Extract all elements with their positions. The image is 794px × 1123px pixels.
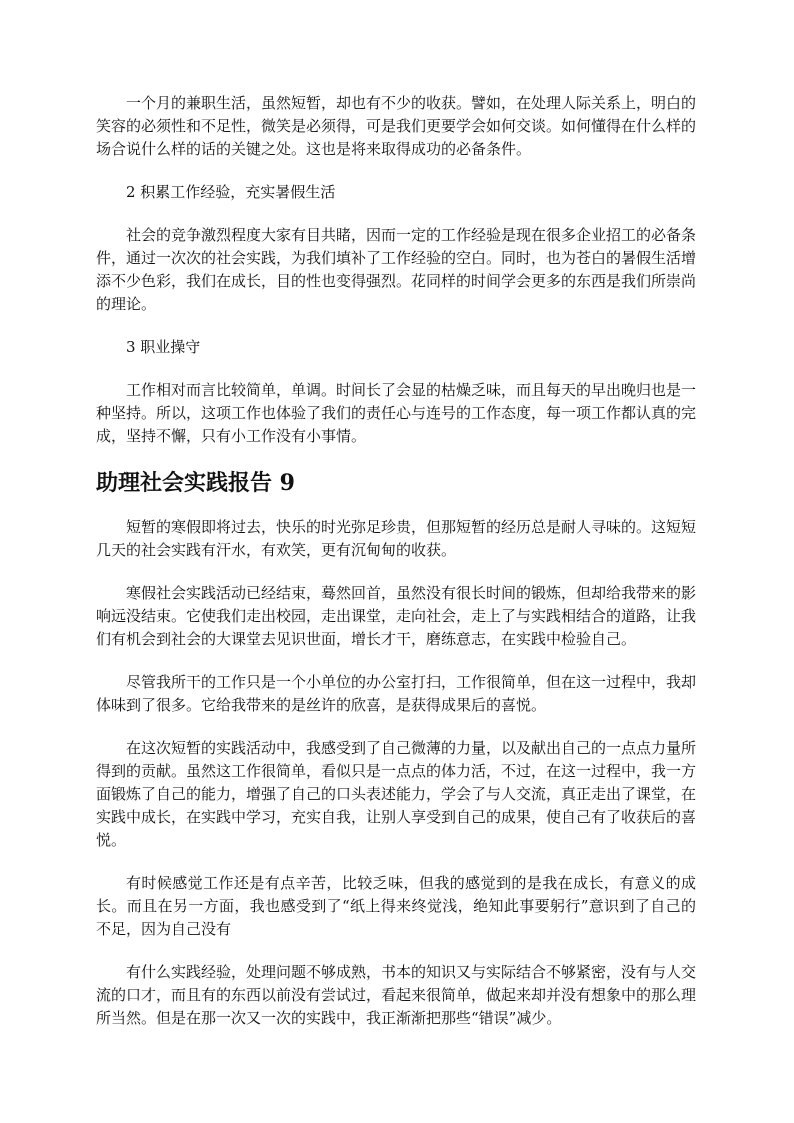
- paragraph-lack-of-experience: 有什么实践经验，处理问题不够成熟，书本的知识又与实际结合不够紧密，没有与人交流的口才，而且有的东西以前没有尝试过，看起来很简单，做起来却并没有想象中的那么理所当然。但是在那一次又一次的实践中，我正渐渐把那些“错误”减少。: [96, 963, 697, 1027]
- paragraph-practice-ended: 寒假社会实践活动已经结束，蓦然回首，虽然没有很长时间的锻炼，但却给我带来的影响远没结束。它使我们走出校园，走出课堂，走向社会，走上了与实践相结合的道路，让我们有机会到社会的大课堂去见识世面，增长才干，磨练意志，在实践中检验自己。: [96, 584, 697, 648]
- paragraph-work-attitude: 工作相对而言比较简单，单调。时间长了会显的枯燥乏味，而且每天的早出晚归也是一种坚持。所以，这项工作也体验了我们的责任心与连号的工作态度，每一项工作都认真的完成，坚持不懈，只有小工作没有小事情。: [96, 381, 697, 445]
- subheading-work-experience: 2 积累工作经验，充实暑假生活: [126, 183, 336, 201]
- paragraph-office-cleaning: 尽管我所干的工作只是一个小单位的办公室打扫，工作很简单，但在这一过程中，我却体味到了很多。它给我带来的是丝许的欣喜，是获得成果后的喜悦。: [96, 673, 697, 714]
- paragraph-own-strength: 在这次短暂的实践活动中，我感受到了自己微薄的力量，以及献出自己的一点点力量所得到的贡献。虽然这工作很简单，看似只是一点点的体力活，不过，在这一过程中，我一方面锻炼了自己的能力，增强了自己的口头表述能力，学会了与人交流，真正走出了课堂，在实践中成长，在实践中学习，充实自我，让别人享受到自己的成果，使自己有了收获后的喜悦。: [96, 739, 697, 849]
- section-title-report-9: 助理社会实践报告 9: [96, 470, 295, 496]
- document-page: [96, 92, 696, 1050]
- subheading-professional-ethics: 3 职业操守: [126, 338, 201, 356]
- paragraph-growth: 有时候感觉工作还是有点辛苦，比较乏味，但我的感觉到的是我在成长，有意义的成长。而且在另一方面，我也感受到了“纸上得来终觉浅，绝知此事要躬行”意识到了自己的不足，因为自己没有: [96, 874, 696, 938]
- paragraph-competition: 社会的竞争激烈程度大家有目共睹，因而一定的工作经验是现在很多企业招工的必备条件，通过一次次的社会实践，为我们填补了工作经验的空白。同时，也为苍白的暑假生活增添不少色彩，我们在成长，目的性也变得强烈。花同样的时间学会更多的东西是我们所崇尚的理论。: [96, 226, 697, 313]
- paragraph-interpersonal-gains: 一个月的兼职生活，虽然短暂，却也有不少的收获。譬如，在处理人际关系上，明白的笑容的必须性和不足性，微笑是必须得，可是我们更要学会如何交谈。如何懂得在什么样的场合说什么样的话的关键之处。这也是将来取得成功的必备条件。: [96, 94, 697, 158]
- paragraph-winter-break: 短暂的寒假即将过去，快乐的时光弥足珍贵，但那短暂的经历总是耐人寻味的。这短短几天的社会实践有汗水，有欢笑，更有沉甸甸的收获。: [96, 518, 697, 559]
